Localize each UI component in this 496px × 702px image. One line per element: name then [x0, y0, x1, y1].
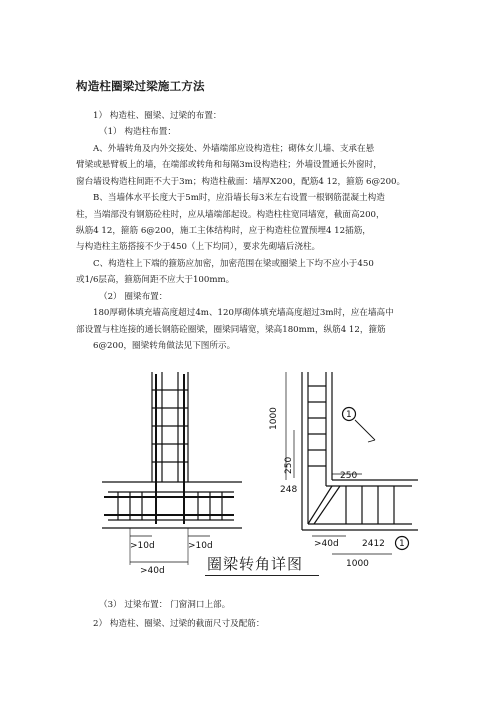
section-1-1-heading: （1） 构造柱布置： — [99, 127, 176, 137]
para-d-line1: 180厚砌体填充墙高度超过4m、120厚砌体填充墙高度超过3m时，应在墙高中 — [93, 308, 394, 318]
caption-underline — [205, 575, 319, 576]
right-dim-250-vert: 250 — [284, 456, 294, 474]
left-dim-2: >10d — [188, 541, 213, 551]
right-dim-1000-vert: 1000 — [269, 407, 279, 430]
left-dim-3: >40d — [140, 566, 165, 576]
para-c-line2: 或1/6层高，箍筋间距不应大于100mm。 — [76, 275, 235, 285]
para-b-line1: B、当墙体水平长度大于5m时，应沿墙长每3米左右设置一根钢筋混凝土构造 — [93, 193, 385, 203]
para-b-line2: 柱，当端部没有钢筋砼柱时，应从墙端部起设。构造柱柱宽同墙宽，截面高200， — [76, 210, 385, 220]
para-c-line1: C、构造柱上下端的箍筋应加密，加密范围在梁或圈梁上下均不应小于450 — [93, 259, 374, 269]
para-a-line2: 臂梁或悬臂板上的墙，在端部或转角和每隔3m设构造柱；外墙设置通长外窗时， — [76, 160, 382, 170]
para-a-line3: 窗台墙设构造柱间距不大于3m；构造柱截面：墙厚X200，配筋4 12，箍筋 6@200。 — [76, 177, 406, 187]
right-dim-40d: >40d — [314, 539, 339, 549]
para-b-line3: 纵筋4 12，箍筋 6@200，施工主体结构时，应于构造柱位置预埋4 12插筋， — [76, 226, 371, 236]
left-dim-1: >10d — [130, 541, 155, 551]
figure-caption: 圈梁转角详图 — [207, 555, 304, 573]
callout-label-bottom: 1 — [399, 539, 405, 549]
para-b-line4: 与构造柱主筋搭接不少于450（上下均同），要求先砌墙后浇柱。 — [76, 242, 321, 252]
section-2-heading: 2） 构造柱、圈梁、过梁的截面尺寸及配筋： — [93, 619, 265, 629]
callout-label-top: 1 — [346, 410, 352, 420]
para-a-line1: A、外墙转角及内外交接处、外墙端部应设构造柱；砌体女儿墙、支承在悬 — [93, 144, 375, 154]
para-d-line2: 部设置与柱连接的通长钢筋砼圈梁，圈梁同墙宽，梁高180mm，纵筋4 12，箍筋 — [76, 325, 386, 335]
para-d-line3: 6@200，圈梁转角做法见下图所示。 — [93, 341, 236, 351]
section-1-2-heading: （2） 圈梁布置： — [99, 292, 168, 302]
right-dim-250-horiz: 250 — [340, 471, 358, 481]
right-dim-248: 248 — [280, 485, 298, 495]
document-title: 构造柱圈梁过梁施工方法 — [76, 79, 205, 93]
right-dim-1000-horiz: 1000 — [346, 559, 369, 569]
section-1-heading: 1） 构造柱、圈梁、过梁的布置： — [93, 111, 222, 121]
section-1-3-heading: （3） 过梁布置： 门窗洞口上部。 — [99, 600, 231, 610]
right-dim-2412: 2412 — [362, 539, 385, 549]
